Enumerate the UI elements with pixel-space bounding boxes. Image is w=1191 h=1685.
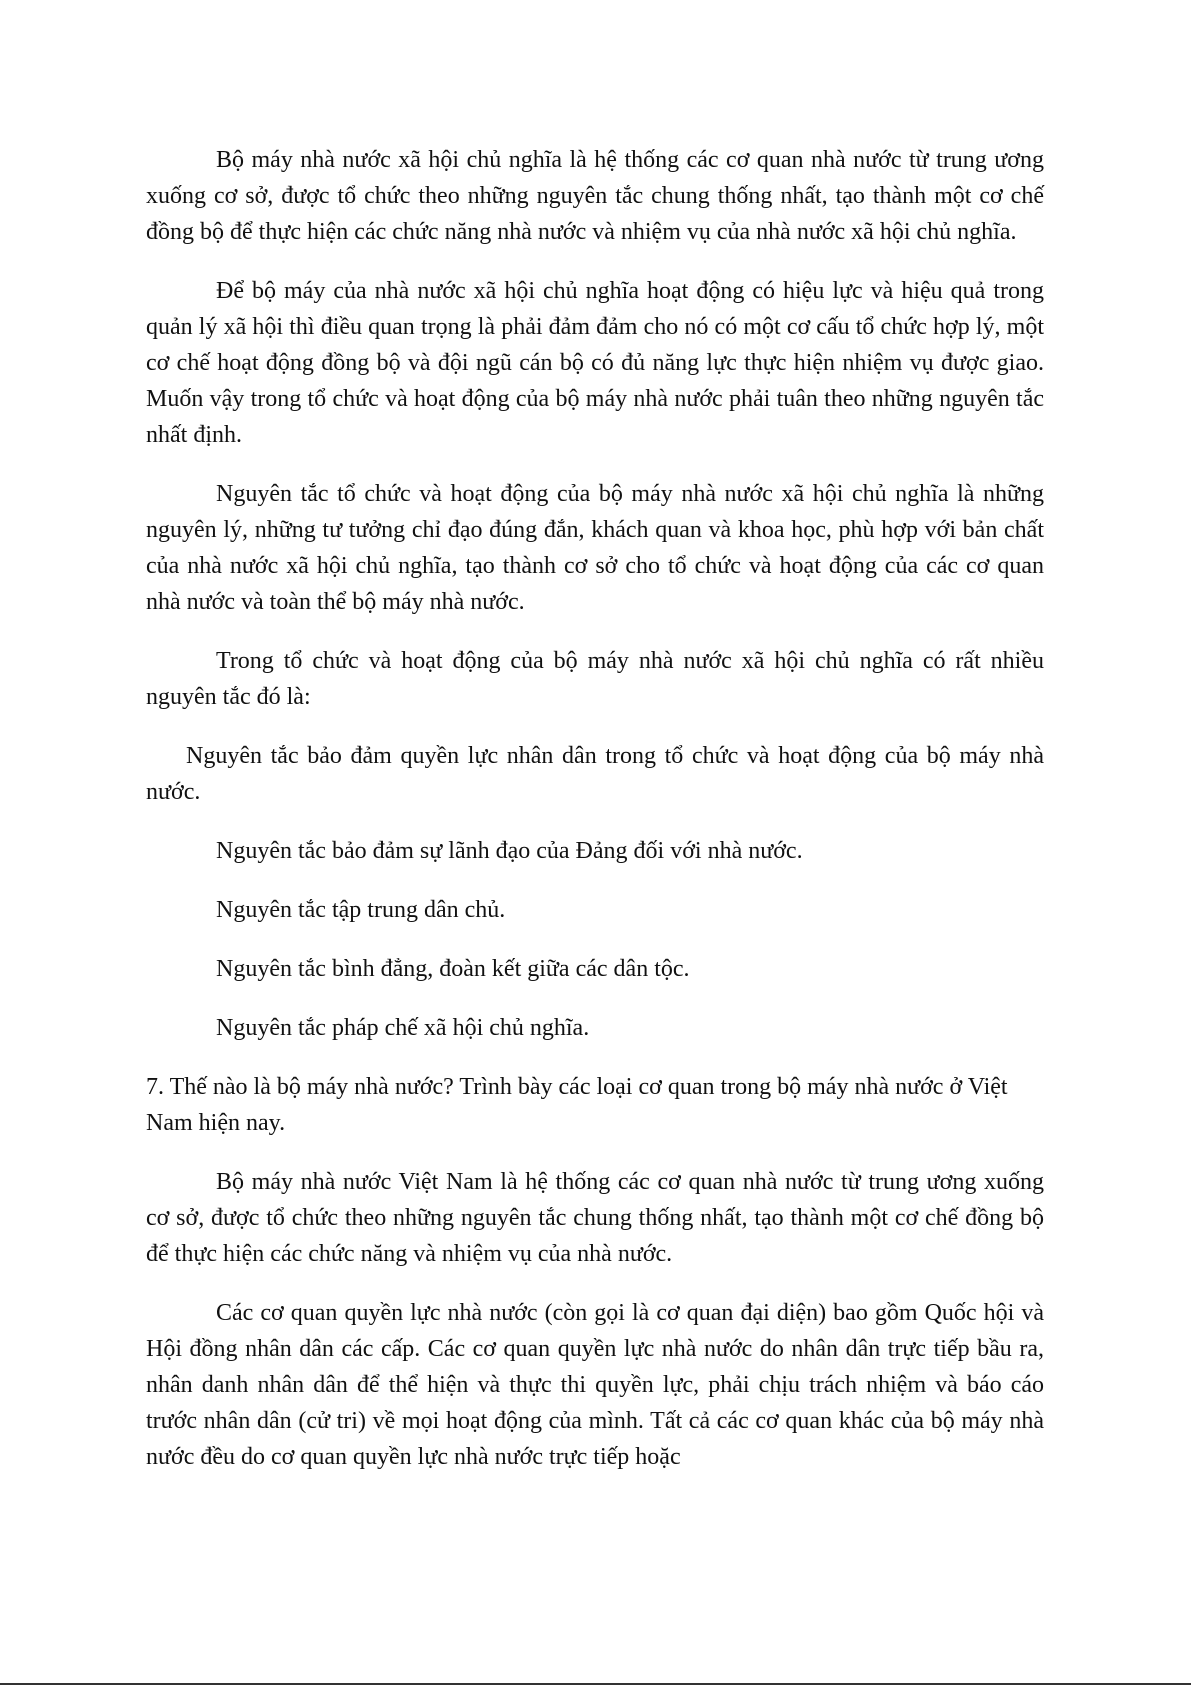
principle-party-leadership: Nguyên tắc bảo đảm sự lãnh đạo của Đảng đối với nhà nước. bbox=[216, 838, 803, 864]
principle-ethnic-equality: Nguyên tắc bình đẳng, đoàn kết giữa các dân tộc. bbox=[216, 956, 690, 982]
paragraph-effectiveness: Để bộ máy của nhà nước xã hội chủ nghĩa hoạt động có hiệu lực và hiệu quả trong quản lý xã hội thì điều quan trọng là phải đảm đảm cho nó có một cơ cấu tổ chức hợp lý, một cơ chế hoạt động đồng bộ và đội ngũ cán bộ có đủ năng lực thực hiện nhiệm vụ được giao. Muốn vậy trong tổ chức và hoạt động của bộ máy nhà nước phải tuân theo những nguyên tắc nhất định. bbox=[146, 278, 1044, 448]
principle-people-power: Nguyên tắc bảo đảm quyền lực nhân dân trong tổ chức và hoạt động của bộ máy nhà nước. bbox=[146, 743, 1044, 805]
document-page bbox=[146, 142, 1044, 1498]
question-heading: 7. Thế nào là bộ máy nhà nước? Trình bày các loại cơ quan trong bộ máy nhà nước ở Việt Nam hiện nay. bbox=[146, 1074, 1008, 1136]
paragraph-definition: Bộ máy nhà nước xã hội chủ nghĩa là hệ thống các cơ quan nhà nước từ trung ương xuống cơ sở, được tổ chức theo những nguyên tắc chung thống nhất, tạo thành một cơ chế đồng bộ để thực hiện các chức năng nhà nước và nhiệm vụ của nhà nước xã hội chủ nghĩa. bbox=[146, 147, 1044, 245]
principle-socialist-legality: Nguyên tắc pháp chế xã hội chủ nghĩa. bbox=[216, 1015, 590, 1041]
principle-democratic-centralism: Nguyên tắc tập trung dân chủ. bbox=[216, 897, 506, 923]
paragraph-principles-definition: Nguyên tắc tổ chức và hoạt động của bộ máy nhà nước xã hội chủ nghĩa là những nguyên lý, những tư tưởng chỉ đạo đúng đắn, khách quan và khoa học, phù hợp với bản chất của nhà nước xã hội chủ nghĩa, tạo thành cơ sở cho tổ chức và hoạt động của các cơ quan nhà nước và toàn thể bộ máy nhà nước. bbox=[146, 481, 1044, 615]
paragraph-principles-intro: Trong tổ chức và hoạt động của bộ máy nhà nước xã hội chủ nghĩa có rất nhiều nguyên tắc đó là: bbox=[146, 648, 1044, 710]
answer-paragraph-power-organs: Các cơ quan quyền lực nhà nước (còn gọi là cơ quan đại diện) bao gồm Quốc hội và Hội đồng nhân dân các cấp. Các cơ quan quyền lực nhà nước do nhân dân trực tiếp bầu ra, nhân danh nhân dân để thể hiện và thực thi quyền lực, phải chịu trách nhiệm và báo cáo trước nhân dân (cử tri) về mọi hoạt động của mình. Tất cả các cơ quan khác của bộ máy nhà nước đều do cơ quan quyền lực nhà nước trực tiếp hoặc bbox=[146, 1300, 1044, 1470]
answer-paragraph-definition: Bộ máy nhà nước Việt Nam là hệ thống các cơ quan nhà nước từ trung ương xuống cơ sở, được tổ chức theo những nguyên tắc chung thống nhất, tạo thành một cơ chế đồng bộ để thực hiện các chức năng và nhiệm vụ của nhà nước. bbox=[146, 1169, 1044, 1267]
